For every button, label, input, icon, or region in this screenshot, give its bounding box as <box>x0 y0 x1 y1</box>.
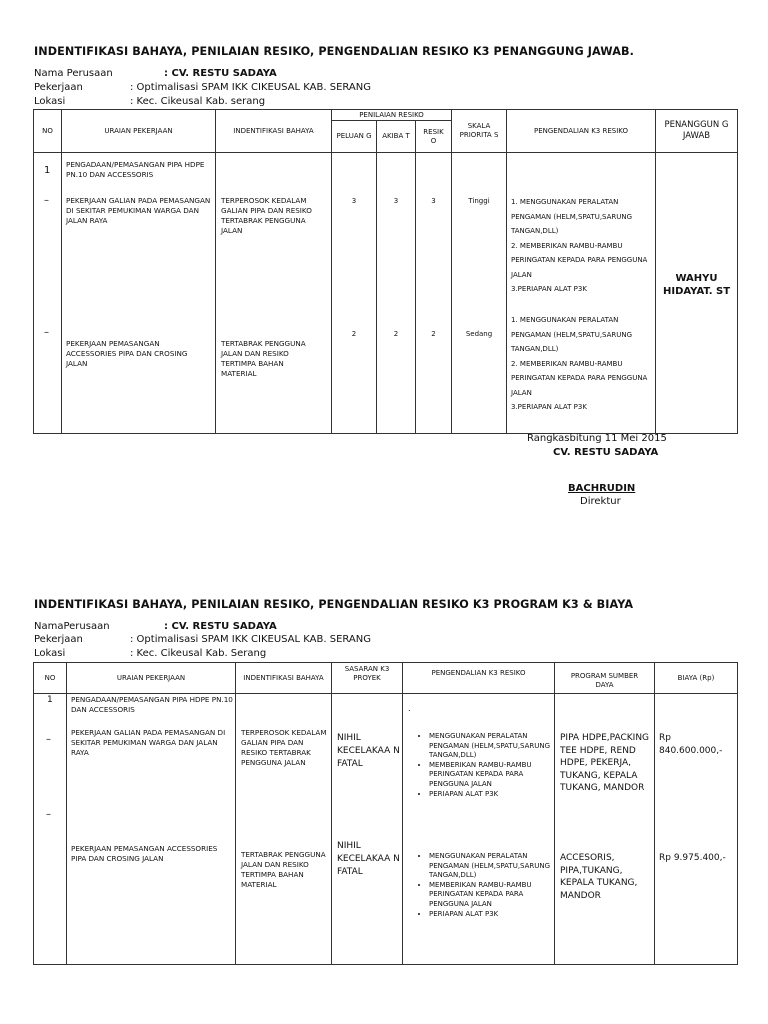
doc2-ctrl1-item: • MENGGUNAKAN PERALATAN PENGAMAN (HELM,SPATU,SARUNG TANGAN,DLL) <box>429 732 553 761</box>
doc1-col-identifikasi <box>216 153 332 434</box>
doc2-ctrl2-item: • PERIAPAN ALAT P3K <box>429 910 553 920</box>
doc2-program2: ACCESORIS, PIPA,TUKANG, KEPALA TUKANG, MANDOR <box>560 853 638 901</box>
doc1-col-resiko <box>416 153 452 434</box>
doc1-dash2: – <box>44 327 49 338</box>
doc1-location-label: Lokasi <box>34 96 66 107</box>
doc1-r1: 3 <box>431 197 436 205</box>
doc1-a1: 3 <box>393 197 399 205</box>
header-akibat: AKIBA T <box>377 121 416 153</box>
doc2-target2: NIHIL KECELAKAA N FATAL <box>337 841 400 877</box>
doc2-biaya2: Rp 9.975.400,- <box>659 853 726 863</box>
header-no: NO <box>34 110 62 153</box>
doc2-row1-main: PENGADAAN/PEMASANGAN PIPA HDPE PN.10 DAN ACCESSORIS <box>71 695 233 714</box>
doc1-col-pj <box>656 153 738 434</box>
header-biaya: BIAYA (Rp) <box>655 663 738 694</box>
header-uraian: URAIAN PEKERJAAN <box>62 110 216 153</box>
doc1-job-value: : Optimalisasi SPAM IKK CIKEUSAL KAB. SERANG <box>130 82 371 93</box>
doc1-sign-place-date: Rangkasbitung 11 Mei 2015 <box>527 433 667 444</box>
doc2-dash1: – <box>46 734 51 745</box>
doc1-sign-company: CV. RESTU SADAYA <box>553 447 659 458</box>
doc1-col-no <box>34 153 62 434</box>
doc1-sign-role: Direktur <box>580 496 621 507</box>
doc2-task1: PEKERJAAN GALIAN PADA PEMASANGAN DI SEKITAR PEMUKIMAN WARGA DAN JALAN RAYA <box>71 728 226 757</box>
doc2-task2: PEKERJAAN PEMASANGAN ACCESSORIES PIPA DAN CROSING JALAN <box>71 844 218 863</box>
doc1-location-value: : Kec. Cikeusal Kab. serang <box>130 96 266 107</box>
doc2-col-identifikasi <box>236 694 332 965</box>
doc1-ctrl2 <box>511 313 656 415</box>
doc2-job-label: Pekerjaan <box>34 634 83 645</box>
doc1-skala1: Tinggi <box>468 197 490 205</box>
doc1-dash1: – <box>44 195 49 206</box>
doc1-r2: 2 <box>431 330 436 338</box>
doc1-sign-name: BACHRUDIN <box>568 483 636 494</box>
doc2-company-label: NamaPerusaan <box>34 621 110 632</box>
doc1-ctrl2-item: 1. MENGGUNAKAN PERALATAN PENGAMAN (HELM,SPATU,SARUNG TANGAN,DLL) <box>511 316 633 353</box>
doc1-a2: 2 <box>393 330 399 338</box>
doc1-pj-name: WAHYU HIDAYAT. ST <box>662 273 731 297</box>
doc1-skala2: Sedang <box>465 330 493 338</box>
header-pengendalian: PENGENDALIAN K3 RESIKO <box>403 663 555 694</box>
doc1-task1: PEKERJAAN GALIAN PADA PEMASANGAN DI SEKITAR PEMUKIMAN WARGA DAN JALAN RAYA <box>66 196 211 225</box>
doc1-col-peluang <box>332 153 377 434</box>
doc2-col-biaya <box>655 694 738 965</box>
doc2-ctrl2-item: • MEMBERIKAN RAMBU-RAMBU PERINGATAN KEPADA PARA PENGGUNA JALAN <box>429 881 553 910</box>
header-pj: PENANGGUN G JAWAB <box>656 110 738 153</box>
doc1-ctrl1-item: 3.PERIAPAN ALAT P3K <box>511 285 587 293</box>
doc2-title: INDENTIFIKASI BAHAYA, PENILAIAN RESIKO, PENGENDALIAN RESIKO K3 PROGRAM K3 & BIAYA <box>34 598 634 611</box>
doc2-program-table <box>33 662 738 965</box>
doc2-job-value: : Optimalisasi SPAM IKK CIKEUSAL KAB. SERANG <box>130 634 371 645</box>
doc1-company-value: : CV. RESTU SADAYA <box>164 68 277 79</box>
doc1-job-label: Pekerjaan <box>34 82 83 93</box>
doc1-title: INDENTIFIKASI BAHAYA, PENILAIAN RESIKO, PENGENDALIAN RESIKO K3 PENANGGUNG JAWAB. <box>34 45 634 58</box>
doc1-p1: 3 <box>351 197 357 205</box>
doc2-biaya1: Rp 840.600.000,- <box>659 733 723 756</box>
doc2-col-uraian <box>67 694 236 965</box>
doc1-col-uraian <box>62 153 216 434</box>
doc2-company-value: : CV. RESTU SADAYA <box>164 621 277 632</box>
header-identifikasi: INDENTIFIKASI BAHAYA <box>216 110 332 153</box>
doc2-col-no <box>34 694 67 965</box>
header-no: NO <box>34 663 67 694</box>
doc2-dot: . <box>408 704 411 713</box>
doc2-target1: NIHIL KECELAKAA N FATAL <box>337 733 400 769</box>
doc2-ctrl1-list <box>403 732 553 799</box>
doc1-row1-no: 1 <box>44 165 51 176</box>
doc2-row1-no: 1 <box>47 695 53 705</box>
header-uraian: URAIAN PEKERJAAN <box>67 663 236 694</box>
doc1-col-akibat <box>377 153 416 434</box>
doc2-ctrl1-item: • PERIAPAN ALAT P3K <box>429 790 553 800</box>
doc2-program1: PIPA HDPE,PACKING TEE HDPE, REND HDPE, PEKERJA, TUKANG, KEPALA TUKANG, MANDOR <box>560 733 650 793</box>
header-penilaian: PENILAIAN RESIKO <box>332 110 452 121</box>
header-skala: SKALA PRIORITA S <box>452 110 507 153</box>
header-identifikasi: INDENTIFIKASI BAHAYA <box>236 663 332 694</box>
doc2-col-pengendalian <box>403 694 555 965</box>
doc2-ctrl2-list <box>403 852 553 919</box>
doc1-ctrl2-item: 3.PERIAPAN ALAT P3K <box>511 403 587 411</box>
doc1-hazard2: TERTABRAK PENGGUNA JALAN DAN RESIKO TERTIMPA BAHAN MATERIAL <box>221 339 306 378</box>
header-peluang: PELUAN G <box>332 121 377 153</box>
doc2-ctrl1-item: • MEMBERIKAN RAMBU-RAMBU PERINGATAN KEPADA PARA PENGGUNA JALAN <box>429 761 553 790</box>
doc1-ctrl1-item: 1. MENGGUNAKAN PERALATAN PENGAMAN (HELM,SPATU,SARUNG TANGAN,DLL) <box>511 198 633 235</box>
doc2-ctrl2-item: • MENGGUNAKAN PERALATAN PENGAMAN (HELM,SPATU,SARUNG TANGAN,DLL) <box>429 852 553 881</box>
doc1-ctrl1 <box>511 195 656 297</box>
doc2-dash2: – <box>46 809 51 820</box>
doc1-company-label: Nama Perusaan <box>34 68 113 79</box>
doc2-location-label: Lokasi <box>34 648 66 659</box>
doc2-hazard1: TERPEROSOK KEDALAM GALIAN PIPA DAN RESIKO TERTABRAK PENGGUNA JALAN <box>241 728 327 767</box>
doc1-hazard1: TERPEROSOK KEDALAM GALIAN PIPA DAN RESIKO TERTABRAK PENGGUNA JALAN <box>221 196 312 235</box>
doc1-ctrl2-item: 2. MEMBERIKAN RAMBU-RAMBU PERINGATAN KEPADA PARA PENGGUNA JALAN <box>511 359 648 397</box>
doc1-col-skala <box>452 153 507 434</box>
doc1-row1-main: PENGADAAN/PEMASANGAN PIPA HDPE PN.10 DAN ACCESSORIS <box>66 160 205 179</box>
header-program: PROGRAM SUMBER DAYA <box>555 663 655 694</box>
header-resiko: RESIK O <box>416 121 452 153</box>
doc1-p2: 2 <box>351 330 357 338</box>
doc1-col-pengendalian <box>507 153 656 434</box>
doc2-col-sasaran <box>332 694 403 965</box>
doc2-col-program <box>555 694 655 965</box>
doc2-location-value: : Kec. Cikeusal Kab. Serang <box>130 648 267 659</box>
doc2-hazard2: TERTABRAK PENGGUNA JALAN DAN RESIKO TERTIMPA BAHAN MATERIAL <box>241 850 326 889</box>
header-pengendalian: PENGENDALIAN K3 RESIKO <box>507 110 656 153</box>
doc1-risk-table <box>33 109 738 434</box>
header-sasaran: SASARAN K3 PROYEK <box>332 663 403 694</box>
doc1-task2: PEKERJAAN PEMASANGAN ACCESSORIES PIPA DAN CROSING JALAN <box>66 339 188 368</box>
doc1-ctrl1-item: 2. MEMBERIKAN RAMBU-RAMBU PERINGATAN KEPADA PARA PENGGUNA JALAN <box>511 241 648 279</box>
